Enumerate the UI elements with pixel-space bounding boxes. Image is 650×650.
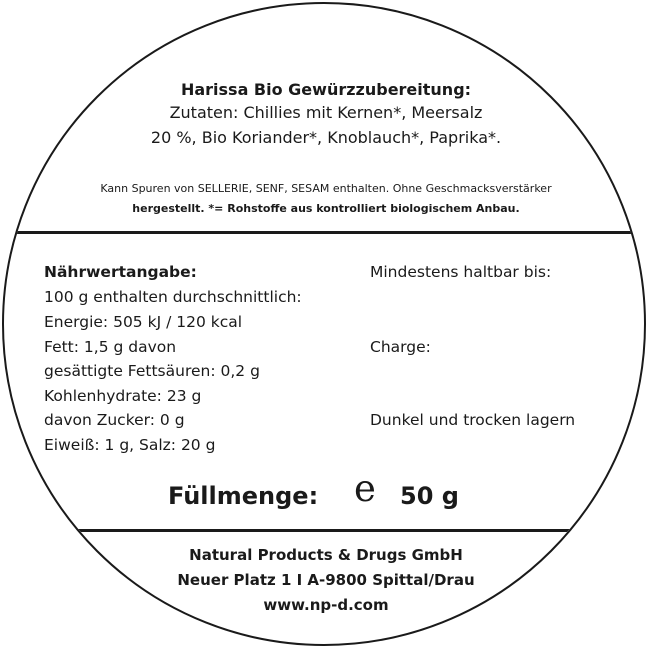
nutrition-line: Energie: 505 kJ / 120 kcal bbox=[44, 313, 243, 331]
nutrition-line: davon Zucker: 0 g bbox=[44, 411, 185, 429]
best-before-label: Mindestens haltbar bis: bbox=[370, 263, 552, 281]
company-address: Neuer Platz 1 I A-9800 Spittal/Drau bbox=[177, 571, 475, 589]
fill-quantity-value: 50 g bbox=[400, 482, 459, 510]
round-product-label bbox=[2, 2, 646, 646]
nutrition-line: Kohlenhydrate: 23 g bbox=[44, 387, 202, 405]
estimated-sign-icon: e bbox=[354, 467, 376, 510]
batch-label: Charge: bbox=[370, 338, 431, 356]
nutrition-line: Fett: 1,5 g davon bbox=[44, 338, 177, 356]
storage-note: Dunkel und trocken lagern bbox=[370, 411, 576, 429]
nutrition-line: gesättigte Fettsäuren: 0,2 g bbox=[44, 362, 260, 380]
company-website: www.np-d.com bbox=[263, 596, 389, 614]
allergens-line-2: hergestellt. *= Rohstoffe aus kontrolliert biologischem Anbau. bbox=[132, 202, 520, 215]
nutrition-title: Nährwertangabe: bbox=[44, 263, 197, 281]
fill-quantity-label: Füllmenge: bbox=[168, 482, 319, 510]
company-name: Natural Products & Drugs GmbH bbox=[189, 546, 463, 564]
nutrition-line: Eiweiß: 1 g, Salz: 20 g bbox=[44, 436, 216, 454]
ingredients-line-1: Zutaten: Chillies mit Kernen*, Meersalz bbox=[169, 103, 483, 122]
nutrition-line: 100 g enthalten durchschnittlich: bbox=[44, 288, 302, 306]
allergens-line-1: Kann Spuren von SELLERIE, SENF, SESAM enthalten. Ohne Geschmacksverstärker bbox=[100, 182, 552, 195]
divider-bottom bbox=[2, 529, 646, 532]
ingredients-line-2: 20 %, Bio Koriander*, Knoblauch*, Paprika*. bbox=[150, 128, 502, 147]
ingredients-title: Harissa Bio Gewürzzubereitung: bbox=[180, 80, 472, 99]
divider-top bbox=[2, 231, 646, 234]
